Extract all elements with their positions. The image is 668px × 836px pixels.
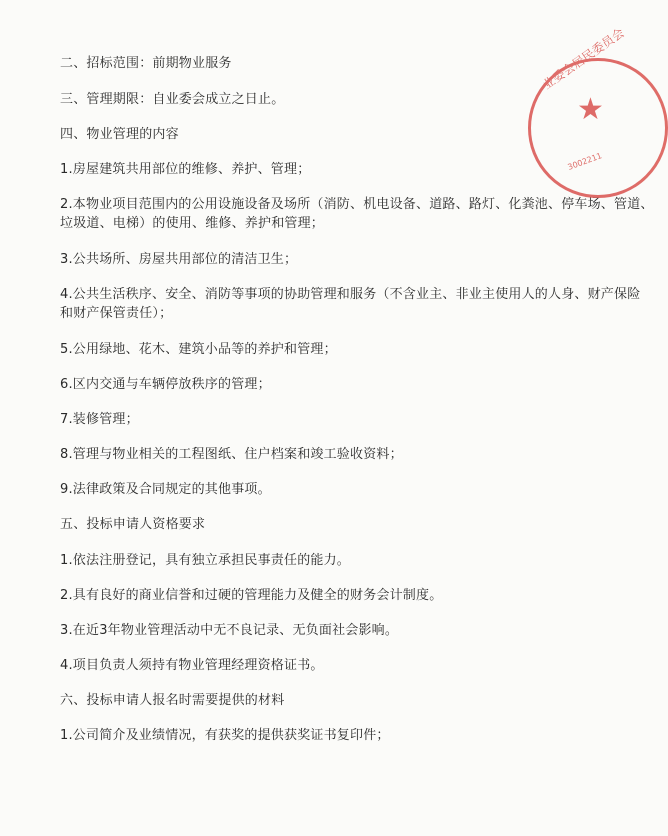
section-4-item-7: 7.装修管理； — [60, 412, 139, 427]
section-4-item-9: 9.法律政策及合同规定的其他事项。 — [60, 482, 271, 497]
section-4-item-2-line-1: 2.本物业项目范围内的公用设施设备及场所（消防、机电设备、道路、路灯、化粪池、停车场、管道、 — [60, 197, 654, 212]
section-4-item-2-line-2: 垃圾道、电梯）的使用、维修、养护和管理； — [60, 216, 325, 231]
section-4-item-4-line-1: 4.公共生活秩序、安全、消防等事项的协助管理和服务（不含业主、非业主使用人的人身、财产保险 — [60, 287, 641, 302]
section-4-heading: 四、物业管理的内容 — [60, 127, 179, 142]
section-5-item-3: 3.在近3年物业管理活动中无不良记录、无负面社会影响。 — [60, 623, 399, 638]
seal-text: 业委会居民委员会 — [540, 25, 627, 93]
section-5-item-1: 1.依法注册登记，具有独立承担民事责任的能力。 — [60, 553, 351, 568]
section-4-item-3: 3.公共场所、房屋共用部位的清洁卫生； — [60, 252, 298, 267]
section-3-term: 三、管理期限：自业委会成立之日止。 — [60, 92, 285, 107]
section-4-item-4-line-2: 和财产保管责任）； — [60, 306, 173, 321]
section-6-item-1: 1.公司简介及业绩情况，有获奖的提供获奖证书复印件； — [60, 728, 390, 743]
section-4-item-1: 1.房屋建筑共用部位的维修、养护、管理； — [60, 162, 311, 177]
section-5-item-2: 2.具有良好的商业信誉和过硬的管理能力及健全的财务会计制度。 — [60, 588, 443, 603]
section-2-scope: 二、招标范围：前期物业服务 — [60, 56, 232, 71]
section-4-item-8: 8.管理与物业相关的工程图纸、住户档案和竣工验收资料； — [60, 447, 403, 462]
section-5-item-4: 4.项目负责人须持有物业管理经理资格证书。 — [60, 658, 324, 673]
seal-number: 3002211 — [566, 151, 604, 172]
red-seal-stamp — [528, 25, 668, 198]
star-icon: ★ — [577, 92, 604, 127]
section-5-heading: 五、投标申请人资格要求 — [60, 517, 206, 532]
section-4-item-5: 5.公用绿地、花木、建筑小品等的养护和管理； — [60, 342, 337, 357]
section-4-item-6: 6.区内交通与车辆停放秩序的管理； — [60, 377, 271, 392]
section-6-heading: 六、投标申请人报名时需要提供的材料 — [60, 693, 285, 708]
